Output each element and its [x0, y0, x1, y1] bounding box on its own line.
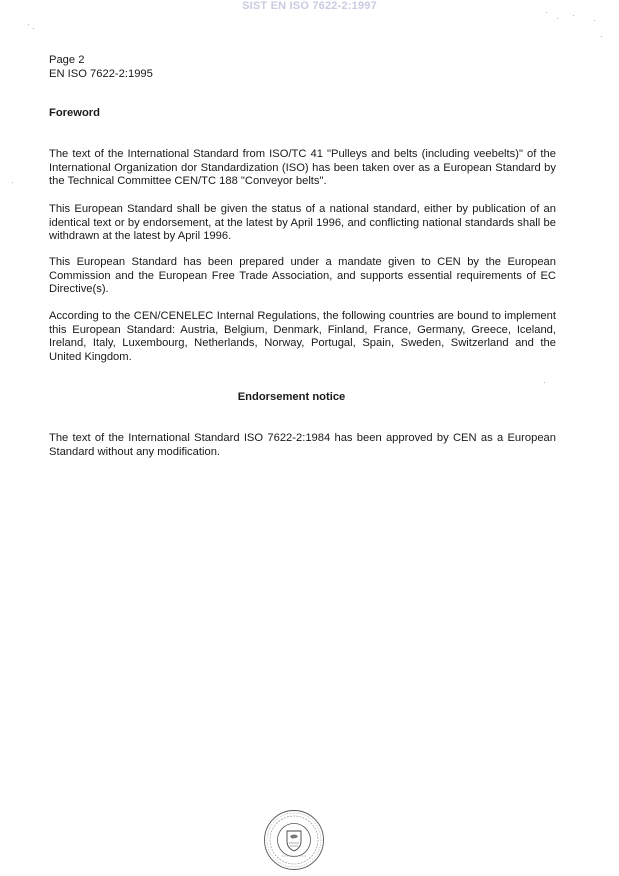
document-number: EN ISO 7622-2:1995	[49, 68, 153, 80]
official-stamp-seal-icon	[263, 809, 325, 871]
scan-speck	[573, 15, 574, 16]
endorsement-paragraph: The text of the International Standard ISO 7622-2:1984 has been approved by CEN as a European Standard without any modification.	[49, 432, 556, 458]
foreword-paragraph: The text of the International Standard from ISO/TC 41 "Pulleys and belts (including veebelts)" of the International Organization dor Standardization (ISO) has been taken over as a European Standard by the Technical Committee CEN/TC 188 "Conveyor belts".	[49, 148, 556, 188]
endorsement-title: Endorsement notice	[237, 391, 346, 403]
scan-speck	[594, 20, 595, 21]
scan-speck	[28, 24, 29, 25]
scan-speck	[544, 382, 545, 383]
page-header	[49, 53, 153, 81]
scan-speck	[546, 12, 547, 13]
foreword-title: Foreword	[49, 107, 100, 119]
scan-speck	[12, 182, 13, 183]
scan-speck	[557, 18, 558, 19]
watermark: SIST EN ISO 7622-2:1997	[242, 0, 377, 12]
page-number: Page 2	[49, 54, 85, 66]
foreword-paragraph: This European Standard shall be given the status of a national standard, either by publication of an identical text or by endorsement, at the latest by April 1996, and conflicting national standards shall be withdrawn at the latest by April 1996.	[49, 203, 556, 243]
scan-speck	[33, 28, 34, 29]
scan-speck	[601, 36, 602, 37]
foreword-paragraph: According to the CEN/CENELEC Internal Regulations, the following countries are bound to implement this European Standard: Austria, Belgium, Denmark, Finland, France, Germany, Greece, Iceland, Ireland, Italy, Luxembourg, Netherlands, Norway, Portugal, Spain, Sweden, Switzerland and the United Kingdom.	[49, 310, 556, 363]
foreword-paragraph: This European Standard has been prepared under a mandate given to CEN by the European Commission and the European Free Trade Association, and supports essential requirements of EC Directive(s).	[49, 256, 556, 296]
